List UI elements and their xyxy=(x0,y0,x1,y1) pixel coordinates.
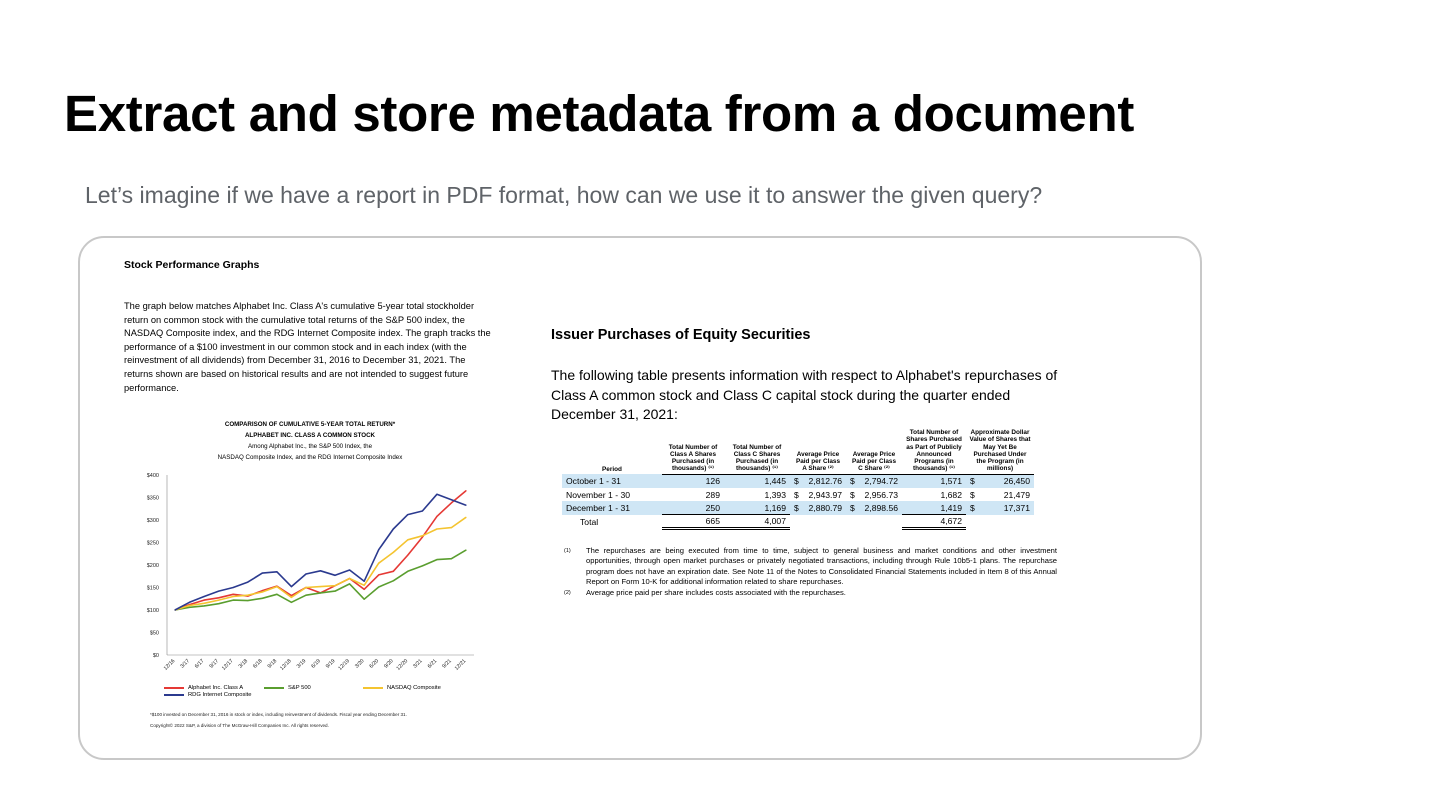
series-point-1 xyxy=(233,600,234,601)
row-class-a: 126 xyxy=(662,474,724,488)
series-point-1 xyxy=(247,600,248,601)
repurchases-table xyxy=(562,429,1034,530)
x-tick-label: 9/21 xyxy=(441,658,453,670)
series-point-2 xyxy=(320,586,321,587)
row-price-c: 2,794.72 xyxy=(856,474,902,488)
series-point-1 xyxy=(393,580,394,581)
series-point-0 xyxy=(218,597,219,598)
series-point-3 xyxy=(393,528,394,529)
chart-heading-line-4: NASDAQ Composite Index, and the RDG Internet Composite Index xyxy=(217,454,403,461)
series-point-3 xyxy=(451,499,452,500)
series-point-2 xyxy=(276,586,277,587)
row-period: October 1 - 31 xyxy=(562,474,662,488)
row-class-c: 1,393 xyxy=(764,489,786,500)
series-line-2 xyxy=(175,517,466,610)
issuer-purchases-paragraph: The following table presents information with respect to Alphabet's repurchases of Class A common stock and Class C capital stock during the quarter ended December 31, 2021: xyxy=(551,367,1058,422)
x-tick-label: 9/18 xyxy=(266,658,279,670)
row-value: 17,371 xyxy=(976,501,1034,515)
series-point-1 xyxy=(218,603,219,604)
y-tick-label: $400 xyxy=(146,473,159,479)
series-point-2 xyxy=(451,527,452,528)
row-currency: $ xyxy=(970,489,975,500)
x-tick-label: 6/19 xyxy=(310,658,322,670)
table-total-row xyxy=(562,515,1034,529)
y-tick-label: $200 xyxy=(146,563,159,569)
row-price-c: 2,898.56 xyxy=(856,501,902,515)
y-tick-label: $300 xyxy=(146,518,159,524)
x-tick-label: 3/18 xyxy=(237,658,250,670)
series-point-0 xyxy=(465,490,466,491)
series-point-3 xyxy=(334,575,335,576)
series-point-3 xyxy=(262,573,263,574)
stock-performance-title: Stock Performance Graphs xyxy=(124,259,260,271)
chart-heading xyxy=(190,419,430,463)
legend-rdg xyxy=(164,692,251,698)
x-tick-label: 6/21 xyxy=(426,658,439,670)
series-point-3 xyxy=(233,587,234,588)
series-point-3 xyxy=(349,569,350,570)
y-tick-label: $150 xyxy=(146,585,159,592)
series-point-0 xyxy=(378,574,379,575)
header-dollar-value: Approximate Dollar Value of Shares that May Yet Be Purchased Under the Program (in millions) xyxy=(966,429,1034,474)
series-point-3 xyxy=(204,596,205,597)
series-point-3 xyxy=(378,549,379,550)
series-point-3 xyxy=(436,494,437,495)
x-tick-label: 12/21 xyxy=(453,658,468,672)
cumulative-return-chart xyxy=(140,466,480,686)
series-point-3 xyxy=(247,582,248,583)
footnote-2-text: Average price paid per share includes costs associated with the repurchases. xyxy=(586,588,846,598)
table-header-row xyxy=(562,429,1034,474)
series-point-2 xyxy=(407,539,408,540)
series-point-2 xyxy=(247,595,248,596)
legend-rdg-label: RDG Internet Composite xyxy=(188,692,252,698)
legend-alphabet-label: Alphabet Inc. Class A xyxy=(188,685,244,691)
row-currency: $ xyxy=(846,501,856,515)
x-tick-label: 9/17 xyxy=(208,658,221,670)
series-point-1 xyxy=(320,592,321,593)
row-price-a: 2,880.79 xyxy=(800,501,846,515)
slide-title: Extract and store metadata from a document xyxy=(64,85,1135,142)
x-tick-label: 12/16 xyxy=(162,658,177,672)
series-point-2 xyxy=(465,517,466,518)
legend-nasdaq xyxy=(363,685,441,691)
x-tick-label: 3/19 xyxy=(295,658,308,670)
series-point-2 xyxy=(349,578,350,579)
y-tick-label: $100 xyxy=(146,608,159,614)
table-row xyxy=(562,501,1034,515)
row-price-c: 2,956.73 xyxy=(864,489,898,500)
footnote-1-mark: (1) xyxy=(564,548,571,554)
total-label: Total xyxy=(580,516,599,527)
table-row xyxy=(562,488,1034,502)
series-point-1 xyxy=(349,583,350,584)
series-point-1 xyxy=(262,598,263,599)
row-currency: $ xyxy=(966,501,976,515)
row-period: December 1 - 31 xyxy=(562,501,662,515)
footnote-2 xyxy=(564,588,1057,598)
series-point-1 xyxy=(291,602,292,603)
header-avg-price-a: Average Price Paid per Class A Share ⁽²⁾ xyxy=(790,429,846,474)
series-point-1 xyxy=(451,558,452,559)
series-point-2 xyxy=(204,603,205,604)
x-tick-label: 12/17 xyxy=(220,658,235,672)
row-class-c: 1,445 xyxy=(724,474,790,488)
series-point-3 xyxy=(218,591,219,592)
footnote-1-text: The repurchases are being executed from time to time, subject to general business and market conditions and other investment opportunities, through open market purchases or privately negotiated transactions, including through Rule 10b5-1 plans. The repurchase program does not have an expiration date. See Note 11 of the Notes to Consolidated Financial Statements included in Item 8 of this Annual Report on Form 10-K for additional information related to share repurchases. xyxy=(586,546,1057,586)
legend-sp500-label: S&P 500 xyxy=(288,685,311,691)
series-point-3 xyxy=(291,586,292,587)
series-point-3 xyxy=(422,510,423,511)
total-class-c: 4,007 xyxy=(724,515,790,529)
series-point-3 xyxy=(174,609,175,610)
header-period: Period xyxy=(602,465,622,473)
series-point-2 xyxy=(364,585,365,586)
footnote-2-mark: (2) xyxy=(564,590,571,597)
legend-sp500 xyxy=(264,685,311,691)
series-point-1 xyxy=(422,565,423,566)
x-tick-label: 6/17 xyxy=(193,658,206,670)
series-point-0 xyxy=(436,516,437,517)
stock-performance-paragraph: The graph below matches Alphabet Inc. Class A's cumulative 5-year total stockholder return on common stock with the cumulative total returns of the S&P 500 index, the NASDAQ Composite index, and the RDG Internet Composite index. The graph tracks the performance of a $100 investment in our common stock and in each index (with the reinvestment of all dividends) from December 31, 2016 to December 31, 2021. The returns shown are based on historical results and are not intended to suggest future performance. xyxy=(124,301,491,393)
series-point-1 xyxy=(305,595,306,596)
series-point-2 xyxy=(378,563,379,564)
y-tick-label: $0 xyxy=(152,653,159,659)
series-point-2 xyxy=(305,587,306,588)
series-point-2 xyxy=(233,596,234,597)
series-point-3 xyxy=(465,505,466,506)
x-tick-label: 12/18 xyxy=(279,658,293,672)
x-tick-label: 9/19 xyxy=(324,658,337,670)
total-program: 4,672 xyxy=(902,515,966,529)
y-tick-label: $250 xyxy=(146,540,159,547)
x-tick-label: 3/17 xyxy=(179,658,191,670)
series-point-0 xyxy=(233,594,234,595)
row-currency: $ xyxy=(790,474,800,488)
slide-subtitle: Let’s imagine if we have a report in PDF format, how can we use it to answer the given query? xyxy=(85,182,1043,208)
issuer-purchases-title: Issuer Purchases of Equity Securities xyxy=(551,327,811,343)
row-currency: $ xyxy=(966,474,976,488)
series-point-2 xyxy=(334,585,335,586)
header-avg-price-c: Average Price Paid per Class C Share ⁽²⁾ xyxy=(846,429,902,474)
row-value: 21,479 xyxy=(1003,489,1030,500)
series-point-1 xyxy=(378,586,379,587)
table-footnotes xyxy=(564,546,1057,599)
legend-alphabet xyxy=(164,685,243,691)
x-tick-label: 6/20 xyxy=(368,658,381,670)
header-class-c-shares: Total Number of Class C Shares Purchased (in thousands) ⁽¹⁾ xyxy=(724,429,790,474)
row-currency: $ xyxy=(790,501,800,515)
series-point-2 xyxy=(291,597,292,598)
row-value: 26,450 xyxy=(976,474,1034,488)
row-currency: $ xyxy=(794,489,799,500)
y-tick-label: $50 xyxy=(149,630,159,637)
header-class-a-shares: Total Number of Class A Shares Purchased (in thousands) ⁽¹⁾ xyxy=(662,429,724,474)
series-line-1 xyxy=(175,550,466,610)
row-program: 1,682 xyxy=(940,489,962,500)
series-point-3 xyxy=(189,602,190,603)
series-point-1 xyxy=(465,550,466,551)
row-class-a: 250 xyxy=(662,501,724,515)
chart-heading-line-3: Among Alphabet Inc., the S&P 500 Index, the xyxy=(247,443,373,450)
series-point-0 xyxy=(451,502,452,503)
row-period: November 1 - 30 xyxy=(566,489,631,500)
row-class-a: 289 xyxy=(705,489,720,500)
series-point-1 xyxy=(204,605,205,606)
x-tick-label: 9/20 xyxy=(383,658,395,670)
row-program: 1,419 xyxy=(902,501,966,515)
series-point-1 xyxy=(407,571,408,572)
table-row xyxy=(562,474,1034,488)
series-point-3 xyxy=(364,581,365,582)
series-point-2 xyxy=(218,600,219,601)
series-point-3 xyxy=(320,570,321,571)
legend-rdg-swatch xyxy=(164,694,184,696)
series-point-1 xyxy=(276,594,277,595)
legend-sp500-swatch xyxy=(264,687,284,689)
x-tick-label: 3/21 xyxy=(412,658,424,670)
series-point-1 xyxy=(189,607,190,608)
series-point-1 xyxy=(436,559,437,560)
x-tick-label: 12/19 xyxy=(337,658,352,672)
series-point-0 xyxy=(291,595,292,596)
series-point-1 xyxy=(364,599,365,600)
row-currency: $ xyxy=(846,474,856,488)
header-program-shares: Total Number of Shares Purchased as Part of Publicly Announced Programs (in thousands) ⁽¹⁾ xyxy=(902,429,966,474)
series-point-0 xyxy=(407,555,408,556)
x-tick-label: 12/20 xyxy=(395,658,410,672)
series-point-2 xyxy=(422,535,423,536)
row-program: 1,571 xyxy=(902,474,966,488)
series-point-0 xyxy=(204,600,205,601)
series-point-2 xyxy=(393,552,394,553)
series-point-3 xyxy=(276,571,277,572)
row-price-a: 2,943.97 xyxy=(808,489,842,500)
series-point-0 xyxy=(364,589,365,590)
row-class-c: 1,169 xyxy=(724,501,790,515)
total-class-a: 665 xyxy=(662,515,724,529)
chart-footnote: *$100 invested on December 31, 2016 in stock or index, including reinvestment of dividends. Fiscal year ending December 31. xyxy=(150,712,407,717)
series-point-3 xyxy=(305,573,306,574)
chart-heading-line-1: COMPARISON OF CUMULATIVE 5-YEAR TOTAL RETURN* xyxy=(224,421,396,428)
series-point-3 xyxy=(407,514,408,515)
row-currency: $ xyxy=(850,489,855,500)
legend-nasdaq-label: NASDAQ Composite xyxy=(387,685,441,691)
series-point-1 xyxy=(334,591,335,592)
legend-alphabet-swatch xyxy=(164,687,184,689)
row-price-a: 2,812.76 xyxy=(800,474,846,488)
x-tick-label: 3/20 xyxy=(354,658,366,670)
series-point-2 xyxy=(262,591,263,592)
y-tick-label: $350 xyxy=(146,495,159,502)
series-point-2 xyxy=(189,605,190,606)
chart-copyright: Copyright© 2022 S&P, a division of The McGraw-Hill Companies Inc. All rights reserved. xyxy=(150,723,329,728)
footnote-1 xyxy=(564,546,1057,587)
series-point-2 xyxy=(436,528,437,529)
x-tick-label: 6/18 xyxy=(252,658,264,670)
legend-nasdaq-swatch xyxy=(363,687,383,689)
series-point-0 xyxy=(393,571,394,572)
chart-heading-line-2: ALPHABET INC. CLASS A COMMON STOCK xyxy=(244,432,376,439)
